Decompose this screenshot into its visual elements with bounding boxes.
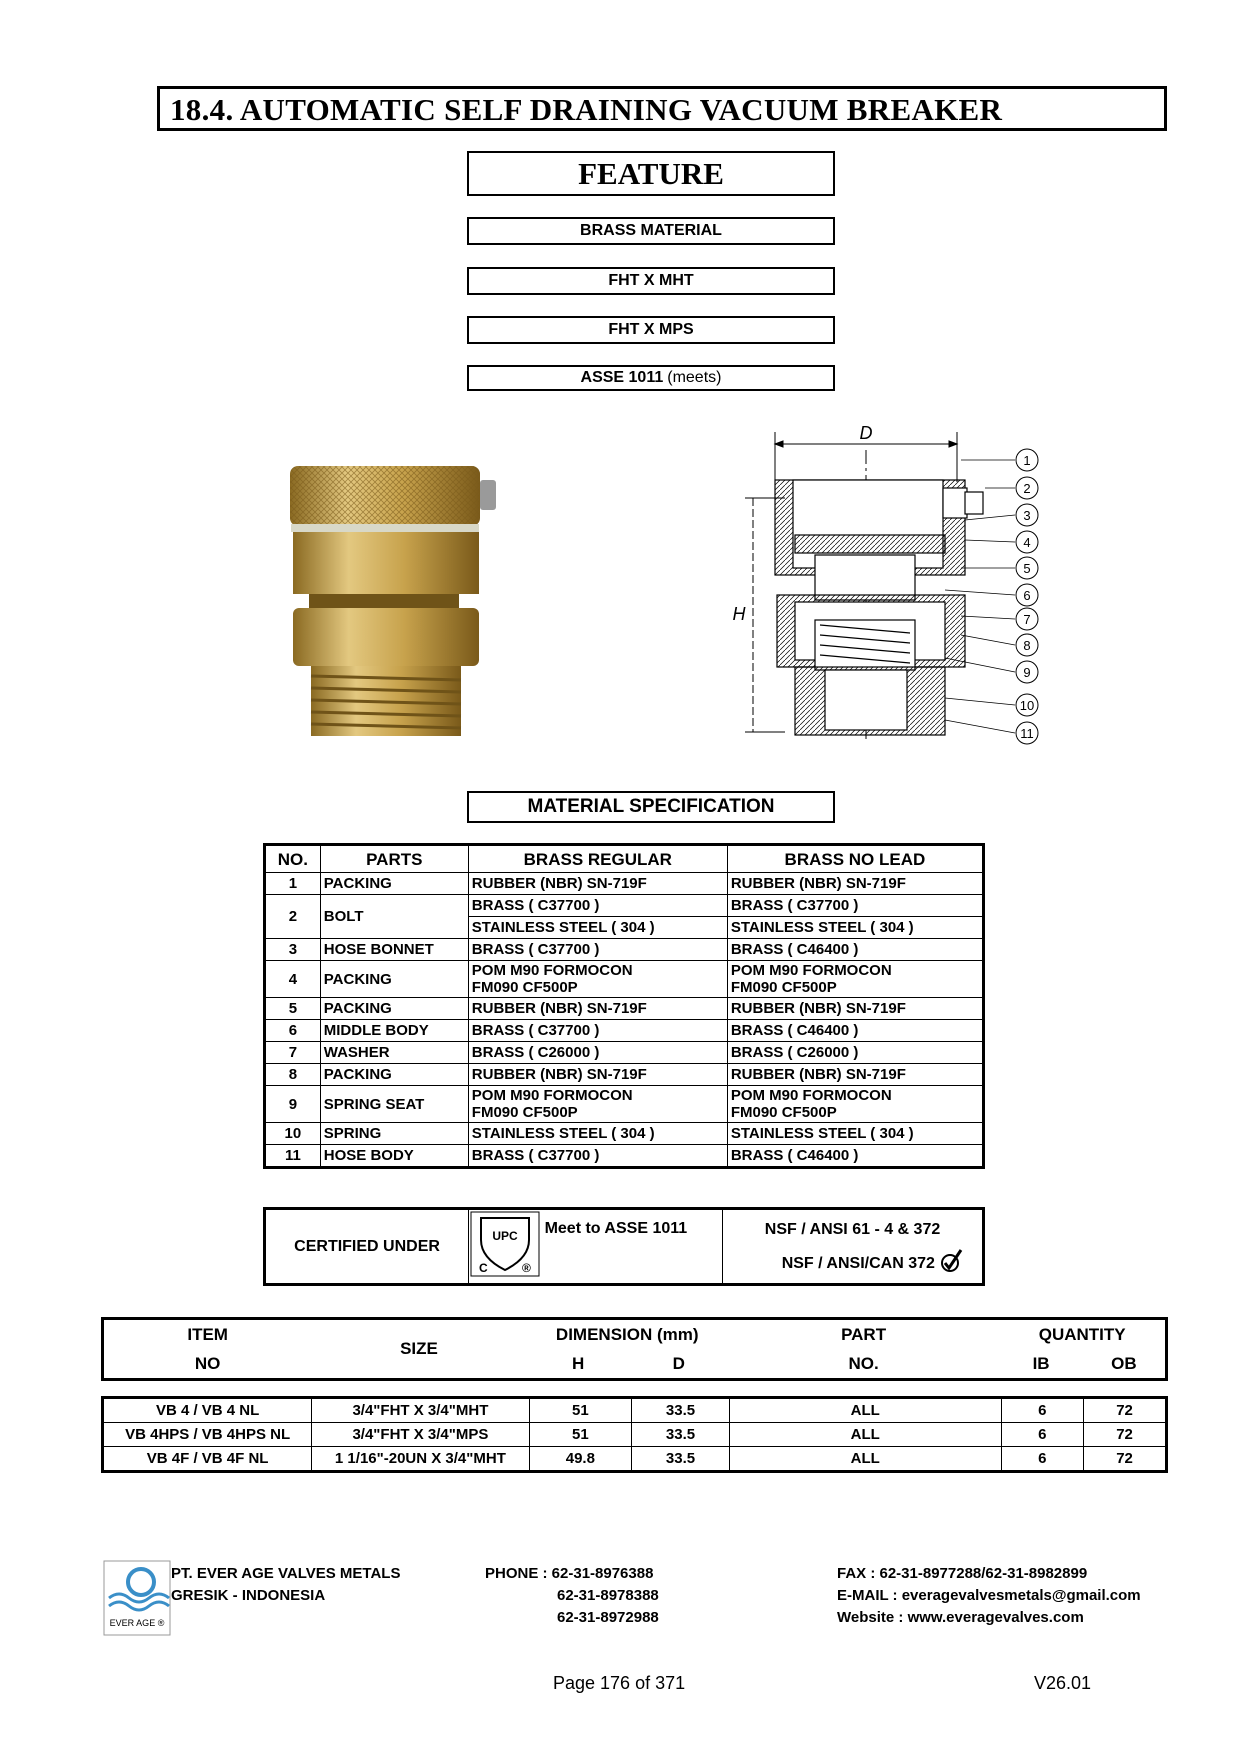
- cell-item: VB 4 / VB 4 NL: [103, 1398, 312, 1423]
- feature-heading: FEATURE: [467, 151, 835, 196]
- upc-logo-icon: [469, 1210, 541, 1278]
- material-table: [263, 843, 985, 1169]
- phone-extra-block: [557, 1585, 659, 1629]
- fax: FAX : 62-31-8977288/62-31-8982899: [837, 1565, 1088, 1582]
- phone-1: PHONE : 62-31-8976388: [485, 1565, 654, 1582]
- callout-number: 8: [1023, 638, 1031, 653]
- header-dimension: DIMENSION (mm): [555, 1324, 699, 1344]
- material-row: [265, 998, 984, 1020]
- material-row: [265, 895, 984, 917]
- col-no: NO.: [265, 845, 321, 873]
- callout-number: 2: [1023, 481, 1031, 496]
- nsf-cell: [723, 1209, 984, 1285]
- cell-brass-regular: STAINLESS STEEL ( 304 ): [468, 917, 727, 939]
- phone-2: 62-31-8978388: [557, 1587, 659, 1604]
- cell-size: 3/4"FHT X 3/4"MPS: [312, 1423, 529, 1447]
- cell-brass-regular: BRASS ( C37700 ): [468, 939, 727, 961]
- dim-label-h: H: [732, 604, 746, 624]
- cell-brass-regular: RUBBER (NBR) SN-719F: [468, 1064, 727, 1086]
- feature-fht-mps: FHT X MPS: [467, 316, 835, 344]
- nsf-372: NSF / ANSI/CAN 372: [781, 1254, 935, 1272]
- cell-brass-no-lead: BRASS ( C37700 ): [727, 895, 983, 917]
- material-row: [265, 1020, 984, 1042]
- upc-logo-cell: [469, 1209, 544, 1285]
- contact-block: [837, 1563, 1141, 1629]
- col-brass-no-lead: BRASS NO LEAD: [727, 845, 983, 873]
- email: E-MAIL : everagevalvesmetals@gmail.com: [837, 1587, 1141, 1604]
- cell-brass-no-lead: RUBBER (NBR) SN-719F: [727, 1064, 983, 1086]
- callout-number: 10: [1019, 698, 1035, 713]
- cell-brass-no-lead: [727, 1086, 983, 1123]
- header-size: SIZE: [400, 1339, 438, 1358]
- header-part-no: NO.: [848, 1353, 879, 1373]
- page-number: Page 176 of 371: [553, 1673, 686, 1693]
- callout-number: 9: [1023, 665, 1031, 680]
- cell-no: 11: [265, 1145, 321, 1168]
- upc-logo-text: UPC: [492, 1229, 518, 1243]
- cell-part: BOLT: [320, 895, 468, 939]
- website: Website : www.everagevalves.com: [837, 1609, 1084, 1626]
- cell-brass-regular: BRASS ( C37700 ): [468, 895, 727, 917]
- cell-brass-no-lead: RUBBER (NBR) SN-719F: [727, 998, 983, 1020]
- technical-drawing: [725, 420, 1045, 750]
- material-row: [265, 1042, 984, 1064]
- nsf-61: NSF / ANSI 61 - 4 & 372: [764, 1220, 941, 1238]
- cell-part: PACKING: [320, 1064, 468, 1086]
- cell-no: 2: [265, 895, 321, 939]
- cell-part: PACKING: [320, 873, 468, 895]
- cell-brass-regular: RUBBER (NBR) SN-719F: [468, 873, 727, 895]
- phone-3: 62-31-8972988: [557, 1609, 659, 1626]
- cell-brass-no-lead: BRASS ( C46400 ): [727, 939, 983, 961]
- company-name: PT. EVER AGE VALVES METALS: [171, 1565, 401, 1582]
- cell-d: 33.5: [632, 1398, 730, 1423]
- cell-d: 33.5: [632, 1447, 730, 1472]
- cell-ob: 72: [1084, 1398, 1167, 1423]
- cell-no: 9: [265, 1086, 321, 1123]
- cell-ob: 72: [1084, 1423, 1167, 1447]
- material-row: [265, 1145, 984, 1168]
- col-brass-regular: BRASS REGULAR: [468, 845, 727, 873]
- dimension-table: [101, 1396, 1168, 1473]
- callout-number: 7: [1023, 612, 1031, 627]
- cell-brass-regular: RUBBER (NBR) SN-719F: [468, 998, 727, 1020]
- cell-ib: 6: [1001, 1447, 1084, 1472]
- feature-asse: [467, 365, 835, 391]
- company-location: GRESIK - INDONESIA: [171, 1587, 326, 1604]
- material-header-row: [265, 845, 984, 873]
- callout-number: 4: [1023, 535, 1031, 550]
- dim-label-d: D: [859, 423, 873, 443]
- callout-number: 11: [1020, 726, 1034, 741]
- header-d: D: [672, 1353, 685, 1373]
- cell-size: 1 1/16"-20UN X 3/4"MHT: [312, 1447, 529, 1472]
- cell-ib: 6: [1001, 1423, 1084, 1447]
- cell-part: SPRING SEAT: [320, 1086, 468, 1123]
- cell-d: 33.5: [632, 1423, 730, 1447]
- callout-number: 1: [1023, 453, 1031, 468]
- cell-no: 3: [265, 939, 321, 961]
- checkmark-icon: [939, 1249, 963, 1273]
- cell-h: 49.8: [529, 1447, 632, 1472]
- title-box: [157, 86, 1167, 131]
- upc-logo-r: ®: [522, 1261, 531, 1275]
- cell-no: 6: [265, 1020, 321, 1042]
- cell-brass-regular: BRASS ( C37700 ): [468, 1145, 727, 1168]
- nsf-372-row: [724, 1247, 981, 1281]
- cell-item: VB 4HPS / VB 4HPS NL: [103, 1423, 312, 1447]
- cell-no: 10: [265, 1123, 321, 1145]
- cell-brass-no-lead: STAINLESS STEEL ( 304 ): [727, 917, 983, 939]
- cell-text: POM M90 FORMOCON FM090 CF500P: [730, 1087, 892, 1121]
- cell-brass-no-lead: BRASS ( C46400 ): [727, 1145, 983, 1168]
- cell-part: SPRING: [320, 1123, 468, 1145]
- callout-number: 6: [1023, 588, 1031, 603]
- certified-label: CERTIFIED UNDER: [265, 1209, 469, 1285]
- cell-brass-regular: [468, 961, 727, 998]
- material-row: [265, 939, 984, 961]
- material-row: [265, 1086, 984, 1123]
- material-row: [265, 1064, 984, 1086]
- material-row: [265, 961, 984, 998]
- cell-part: MIDDLE BODY: [320, 1020, 468, 1042]
- dimension-row: [103, 1423, 1167, 1447]
- cell-h: 51: [529, 1398, 632, 1423]
- header-ob: OB: [1111, 1353, 1137, 1373]
- cell-brass-regular: [468, 1086, 727, 1123]
- cell-part: HOSE BONNET: [320, 939, 468, 961]
- cell-part: ALL: [729, 1447, 1001, 1472]
- cell-brass-no-lead: BRASS ( C26000 ): [727, 1042, 983, 1064]
- certification-table: [263, 1207, 985, 1286]
- cell-brass-regular: BRASS ( C26000 ): [468, 1042, 727, 1064]
- page-title: 18.4. AUTOMATIC SELF DRAINING VACUUM BREAKER: [170, 92, 1003, 127]
- feature-brass-material: BRASS MATERIAL: [467, 217, 835, 245]
- header-part: PART: [841, 1324, 887, 1344]
- material-row: [265, 1123, 984, 1145]
- header-h: H: [572, 1353, 585, 1373]
- material-row: [265, 873, 984, 895]
- feature-asse-note: (meets): [667, 369, 722, 386]
- header-quantity: QUANTITY: [1038, 1324, 1126, 1344]
- cell-h: 51: [529, 1423, 632, 1447]
- dimension-row: [103, 1398, 1167, 1423]
- cell-part: PACKING: [320, 998, 468, 1020]
- cell-ib: 6: [1001, 1398, 1084, 1423]
- cell-part: HOSE BODY: [320, 1145, 468, 1168]
- cell-part: ALL: [729, 1423, 1001, 1447]
- company-logo: [103, 1560, 171, 1636]
- dimension-header: [101, 1317, 1168, 1381]
- company-block: [171, 1563, 400, 1607]
- dimension-row: [103, 1447, 1167, 1472]
- cell-item: VB 4F / VB 4F NL: [103, 1447, 312, 1472]
- product-photo: [285, 458, 510, 743]
- header-item: ITEM: [187, 1324, 228, 1344]
- cell-brass-no-lead: BRASS ( C46400 ): [727, 1020, 983, 1042]
- material-heading: MATERIAL SPECIFICATION: [467, 791, 835, 823]
- asse-cert: Meet to ASSE 1011: [544, 1209, 723, 1285]
- cell-brass-no-lead: [727, 961, 983, 998]
- logo-text: EVER AGE ®: [109, 1618, 165, 1628]
- cell-ob: 72: [1084, 1447, 1167, 1472]
- cell-part: PACKING: [320, 961, 468, 998]
- col-parts: PARTS: [320, 845, 468, 873]
- cell-part: WASHER: [320, 1042, 468, 1064]
- header-no: NO: [194, 1353, 221, 1373]
- cell-text: POM M90 FORMOCON FM090 CF500P: [471, 962, 633, 996]
- cell-no: 7: [265, 1042, 321, 1064]
- callout-number: 5: [1023, 561, 1031, 576]
- feature-asse-code: ASSE 1011: [580, 369, 664, 386]
- feature-fht-mht: FHT X MHT: [467, 267, 835, 295]
- cell-brass-no-lead: RUBBER (NBR) SN-719F: [727, 873, 983, 895]
- cell-text: POM M90 FORMOCON FM090 CF500P: [730, 962, 892, 996]
- callout-number: 3: [1023, 508, 1031, 523]
- cell-no: 1: [265, 873, 321, 895]
- version: V26.01: [1034, 1673, 1092, 1693]
- cell-brass-no-lead: STAINLESS STEEL ( 304 ): [727, 1123, 983, 1145]
- upc-logo-c: C: [479, 1261, 488, 1275]
- cell-text: POM M90 FORMOCON FM090 CF500P: [471, 1087, 633, 1121]
- cell-no: 5: [265, 998, 321, 1020]
- cell-brass-regular: STAINLESS STEEL ( 304 ): [468, 1123, 727, 1145]
- cell-no: 8: [265, 1064, 321, 1086]
- cell-size: 3/4"FHT X 3/4"MHT: [312, 1398, 529, 1423]
- cell-no: 4: [265, 961, 321, 998]
- header-ib: IB: [1032, 1353, 1050, 1373]
- phone-label-block: [485, 1563, 653, 1585]
- cell-part: ALL: [729, 1398, 1001, 1423]
- cell-brass-regular: BRASS ( C37700 ): [468, 1020, 727, 1042]
